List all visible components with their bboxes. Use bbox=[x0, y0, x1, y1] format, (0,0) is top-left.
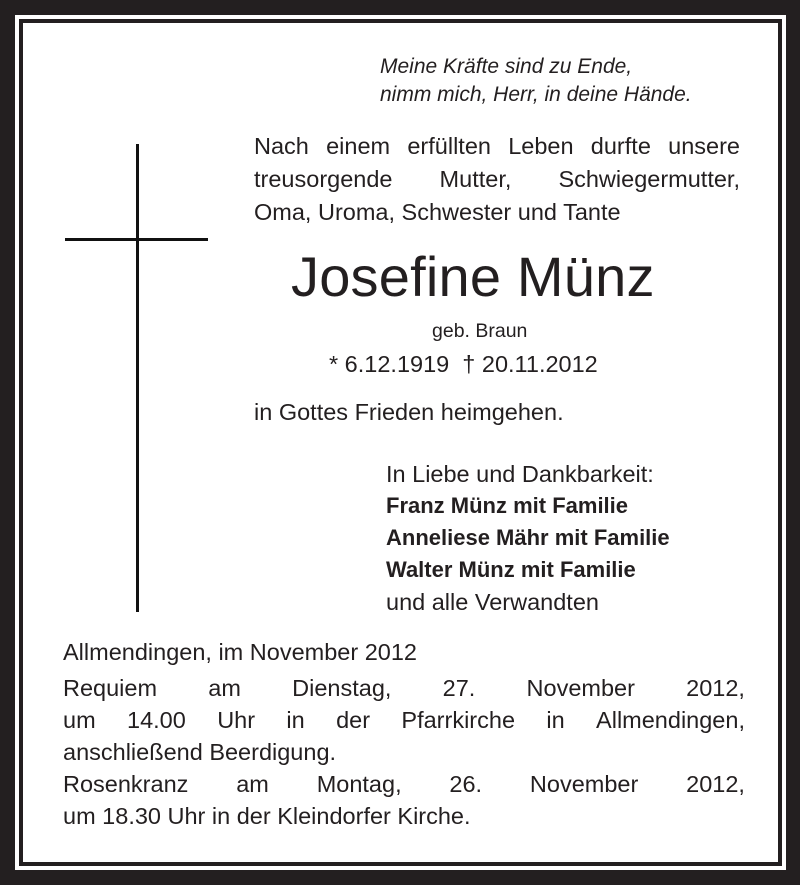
word: 2012, bbox=[686, 771, 745, 797]
word: Pfarrkirche bbox=[401, 707, 516, 733]
word: treusorgende bbox=[254, 166, 393, 192]
mourner-family: Franz Münz mit Familie bbox=[386, 493, 629, 518]
mourners-heading: In Liebe und Dankbarkeit: bbox=[386, 461, 654, 487]
word: Schwiegermutter, bbox=[558, 166, 740, 192]
word: in bbox=[546, 707, 565, 733]
mourner-family: Walter Münz mit Familie bbox=[386, 557, 636, 582]
word: erfüllten bbox=[407, 133, 491, 159]
place-date: Allmendingen, im November 2012 bbox=[63, 639, 417, 665]
word: um bbox=[63, 707, 96, 733]
mourners-list bbox=[386, 458, 670, 618]
intro-line bbox=[254, 163, 740, 196]
deceased-name: Josefine Münz bbox=[291, 245, 655, 308]
rosary-line bbox=[63, 768, 745, 800]
intro-line: Oma, Uroma, Schwester und Tante bbox=[254, 199, 621, 225]
obituary-notice bbox=[23, 23, 778, 862]
word: in bbox=[286, 707, 305, 733]
rosary-line: um 18.30 Uhr in der Kleindorfer Kirche. bbox=[63, 803, 471, 829]
word: Allmendingen, bbox=[596, 707, 745, 733]
intro-line bbox=[254, 130, 740, 163]
word: Leben bbox=[508, 133, 574, 159]
latin-cross-icon-crossbar bbox=[65, 238, 208, 241]
word: 14.00 bbox=[127, 707, 186, 733]
intro-text bbox=[254, 130, 740, 229]
word: am bbox=[236, 771, 269, 797]
latin-cross-icon bbox=[136, 144, 139, 612]
motto-verse bbox=[380, 53, 692, 109]
word: einem bbox=[326, 133, 391, 159]
word: Rosenkranz bbox=[63, 771, 189, 797]
maiden-name: geb. Braun bbox=[432, 320, 528, 342]
motto-line: nimm mich, Herr, in deine Hände. bbox=[380, 83, 692, 106]
requiem-line: anschließend Beerdigung. bbox=[63, 739, 337, 765]
word: Uhr bbox=[217, 707, 256, 733]
motto-line: Meine Kräfte sind zu Ende, bbox=[380, 55, 633, 78]
requiem-line bbox=[63, 704, 745, 736]
word: November bbox=[526, 675, 635, 701]
word: Montag, bbox=[316, 771, 402, 797]
word: Requiem bbox=[63, 675, 158, 701]
mourner-family: Anneliese Mähr mit Familie bbox=[386, 525, 670, 550]
word: 26. bbox=[449, 771, 483, 797]
word: Mutter, bbox=[439, 166, 512, 192]
word: Dienstag, bbox=[292, 675, 392, 701]
requiem-line bbox=[63, 672, 745, 704]
word: November bbox=[529, 771, 639, 797]
word: 2012, bbox=[686, 675, 745, 701]
word: 27. bbox=[442, 675, 476, 701]
word: durfte bbox=[590, 133, 651, 159]
birth-death-dates: * 6.12.1919 † 20.11.2012 bbox=[329, 351, 598, 377]
closing-line: in Gottes Frieden heimgehen. bbox=[254, 399, 564, 425]
word: der bbox=[336, 707, 371, 733]
mourners-others: und alle Verwandten bbox=[386, 589, 599, 615]
word: Nach bbox=[254, 133, 309, 159]
word: unsere bbox=[668, 133, 740, 159]
service-details bbox=[63, 636, 745, 832]
word: am bbox=[208, 675, 241, 701]
